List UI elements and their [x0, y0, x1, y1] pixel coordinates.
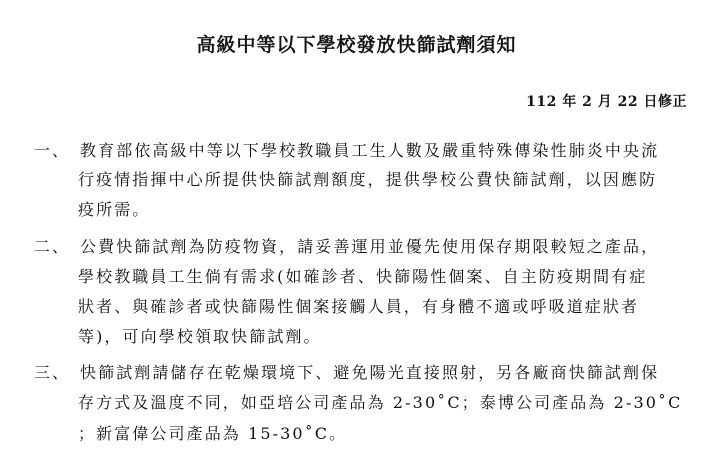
item-text-line: 學校教職員工生倘有需求(如確診者、快篩陽性個案、自主防疫期間有症 — [78, 267, 648, 286]
item-text-line: 行疫情指揮中心所提供快篩試劑額度，提供學校公費快篩試劑，以因應防 — [78, 170, 658, 189]
item-text-line: 疫所需。 — [78, 200, 151, 219]
document-title: 高級中等以下學校發放快篩試劑須知 — [196, 34, 517, 56]
item-text-line: 狀者、與確診者或快篩陽性個案接觸人員，有身體不適或呼吸道症狀者 — [78, 297, 640, 316]
item-number: 二、 — [34, 237, 71, 256]
item-number: 一、 — [34, 141, 71, 160]
item-number: 三、 — [34, 363, 71, 382]
item-text-line: 存方式及溫度不同，如亞培公司產品為 2-30˚C；泰博公司產品為 2-30˚C — [78, 393, 683, 412]
item-text-line: 快篩試劑請儲存在乾燥環境下、避免陽光直接照射，另各廠商快篩試劑保 — [80, 363, 660, 382]
item-text-line: ；新富偉公司產品為 15-30˚C。 — [78, 424, 348, 443]
item-text-line: 公費快篩試劑為防疫物資，請妥善運用並優先使用保存期限較短之產品， — [80, 237, 660, 256]
revision-date: 112 年 2 月 22 日修正 — [526, 94, 687, 110]
item-text-line: 教育部依高級中等以下學校教職員工生人數及嚴重特殊傳染性肺炎中央流 — [80, 141, 660, 160]
item-text-line: 等)，可向學校領取快篩試劑。 — [78, 327, 322, 346]
